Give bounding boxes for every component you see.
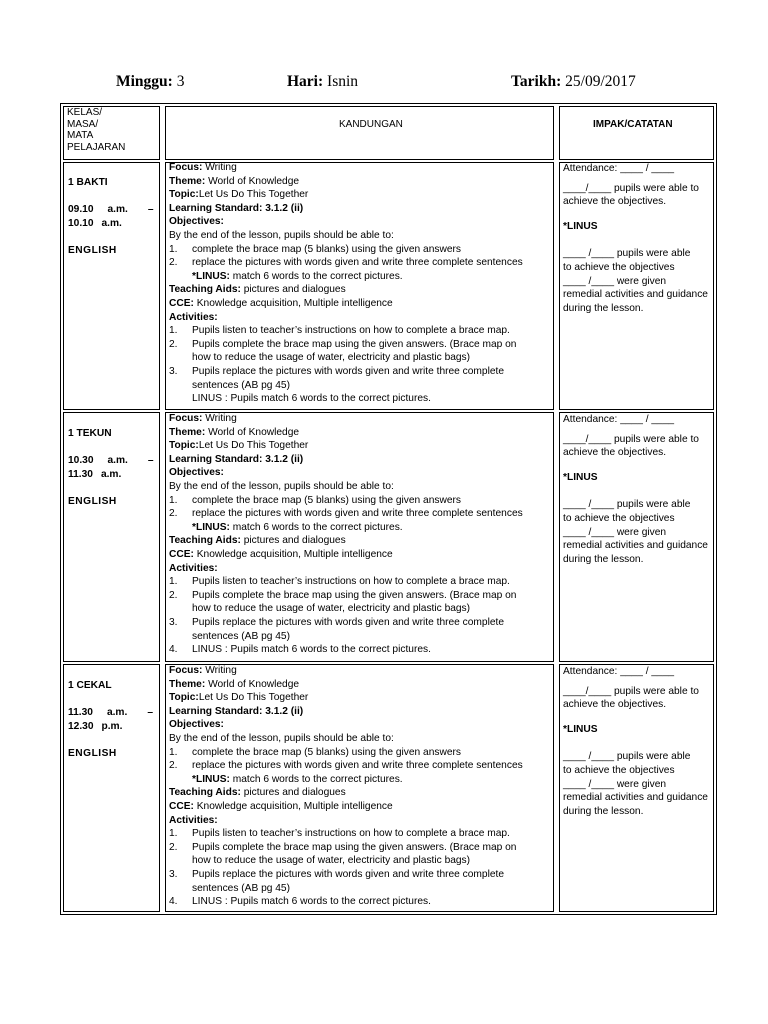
ls-value: 3.1.2 (ii) [262,202,304,214]
impact-linus-label: *LINUS [563,220,598,232]
objective-2 [169,256,523,270]
activity-4 [169,643,523,657]
head-cell-kandungan [165,106,554,160]
objective-1 [169,746,523,760]
ls-value: 3.1.2 (ii) [262,705,304,717]
date-label: Tarikh: [511,73,562,90]
content-block [169,161,523,406]
activity-3-text: Pupils replace the pictures with words given and write three complete [192,868,505,880]
linus-label: *LINUS: [192,270,230,282]
activity-4-text: LINUS : Pupils match 6 words to the correct pictures. [192,644,431,656]
objective-1 [169,243,523,257]
col-head-kelas-line: MATA [67,130,94,142]
objective-1-number: 1. [169,746,178,758]
time-end-ampm: a.m. [100,469,122,480]
activities-label: Activities: [169,311,218,323]
ta-value: pictures and dialogues [240,284,346,296]
activity-2-cont: how to reduce the usage of water, electricity and plastic bags) [192,352,471,364]
activity-2-number: 2. [169,589,178,601]
activity-1 [169,827,523,841]
ls-value: 3.1.2 (ii) [262,453,304,465]
activity-1-number: 1. [169,828,178,840]
focus-label: Focus: [169,413,203,424]
attendance: Attendance: ____ / ____ [563,163,675,174]
objectives-label: Objectives: [169,719,224,731]
time-start-value: 09.10 [68,204,94,215]
activity-1-number: 1. [169,325,178,337]
activity-3-cont: sentences (AB pg 45) [192,379,290,391]
linus-line-5: during the lesson. [563,805,644,817]
col-head-kandungan: KANDUNGAN [339,119,403,130]
activity-3-cont: sentences (AB pg 45) [192,630,290,642]
activity-2-cont: how to reduce the usage of water, electricity and plastic bags) [192,855,471,867]
time-end-ampm: p.m. [101,721,123,732]
focus-label: Focus: [169,162,203,173]
activity-1 [169,575,523,589]
week-label: Minggu: [116,73,173,90]
linus-line-1: ____ /____ pupils were able [563,248,691,260]
ta-label: Teaching Aids: [169,535,241,547]
achieve-line-1: ____/____ pupils were able to [563,433,699,445]
linus-line-2: to achieve the objectives [563,512,675,524]
teaching-aids-line [169,786,523,800]
activity-2 [169,589,523,603]
linus-value: match 6 words to the correct pictures. [229,521,403,533]
time-end [68,720,122,734]
activity-4-text: LINUS : Pupils match 6 words to the correct pictures. [192,393,431,405]
col-head-kelas-line: PELAJARAN [67,142,126,154]
theme-line [169,175,523,189]
lesson-row-3 [61,664,718,914]
focus-label: Focus: [169,665,203,676]
objective-2-number: 2. [169,257,178,269]
linus-value: match 6 words to the correct pictures. [229,270,403,282]
date-value: 25/09/2017 [565,73,636,90]
achieve-line-1: ____/____ pupils were able to [563,182,699,194]
activity-4-text: LINUS : Pupils match 6 words to the correct pictures. [192,896,431,908]
activity-1-text: Pupils listen to teacher’s instructions on how to complete a brace map. [192,325,510,337]
activity-3-number: 3. [169,365,178,377]
week-value: 3 [176,73,185,90]
activity-4 [169,392,523,406]
col-head-impak: IMPAK/CATATAN [593,119,673,130]
col-head-kelas-line: MASA/ [67,118,99,130]
objective-2-text: replace the pictures with words given and write three complete sentences [192,760,523,772]
activity-2-number: 2. [169,841,178,853]
class-name: 1 CEKAL [68,680,112,691]
activity-2-text: Pupils complete the brace map using the given answers. (Brace map on [192,338,517,350]
cce-label: CCE: [169,548,194,560]
objective-2 [169,507,523,521]
theme-line [169,426,523,440]
lesson-row-1 [61,161,718,411]
cce-value: Knowledge acquisition, Multiple intelligence [193,297,393,309]
topic-value: Let Us Do This Together [198,692,309,704]
activity-1-text: Pupils listen to teacher’s instructions on how to complete a brace map. [192,828,510,840]
time-start-ampm: a.m. [106,707,128,718]
activity-3-number: 3. [169,616,178,628]
topic-line [169,691,523,705]
time-dash: – [147,707,153,718]
achieve-line-1: ____/____ pupils were able to [563,685,699,697]
day-value: Isnin [327,73,359,90]
linus-line-5: during the lesson. [563,553,644,565]
objective-1-text: complete the brace map (5 blanks) using the given answers [192,494,461,506]
objective-2 [169,759,523,773]
achieve-line-2: achieve the objectives. [563,447,667,459]
activity-2-text: Pupils complete the brace map using the given answers. (Brace map on [192,589,517,601]
col-head-kelas [67,107,125,154]
objective-2-number: 2. [169,508,178,520]
learning-standard-line [169,202,523,216]
topic-value: Let Us Do This Together [198,440,309,452]
objective-1-text: complete the brace map (5 blanks) using the given answers [192,746,461,758]
focus-line [169,412,523,426]
date-field [511,73,636,91]
ta-label: Teaching Aids: [169,787,241,799]
time-start-ampm: a.m. [107,455,128,466]
objective-1-number: 1. [169,243,178,255]
objectives-label: Objectives: [169,467,224,479]
activity-1-text: Pupils listen to teacher’s instructions on how to complete a brace map. [192,576,510,588]
linus-line-4: remedial activities and guidance [563,289,708,301]
activity-2 [169,338,523,352]
time-start [68,454,154,468]
content-block [169,664,523,909]
activity-4-number: 4. [169,644,178,656]
time-end-value: 11.30 [68,469,93,480]
time-end [68,468,121,482]
topic-label: Topic: [169,189,199,201]
theme-line [169,678,523,692]
time-end [68,217,122,231]
head-cell-impak [559,106,714,160]
day-label: Hari: [287,73,324,90]
ls-label: Learning Standard: [169,202,263,214]
theme-value: World of Knowledge [205,175,300,187]
week-field [116,73,184,91]
activity-3 [169,616,523,630]
linus-line-4: remedial activities and guidance [563,540,708,552]
objectives-intro: By the end of the lesson, pupils should be able to: [169,732,394,744]
subject: ENGLISH [68,748,117,759]
linus-value: match 6 words to the correct pictures. [229,773,403,785]
day-field [287,73,358,91]
activities-label: Activities: [169,814,218,826]
activity-2-number: 2. [169,338,178,350]
achieve-line-2: achieve the objectives. [563,196,667,208]
linus-objective [169,521,523,535]
linus-line-5: during the lesson. [563,302,644,314]
lesson-row-2 [61,412,718,662]
objective-1 [169,494,523,508]
theme-value: World of Knowledge [205,678,300,690]
time-dash: – [147,455,154,466]
topic-line [169,439,523,453]
topic-value: Let Us Do This Together [198,189,309,201]
activity-2-text: Pupils complete the brace map using the given answers. (Brace map on [192,841,517,853]
theme-label: Theme: [169,678,206,690]
attendance: Attendance: ____ / ____ [563,414,675,425]
ta-value: pictures and dialogues [240,787,346,799]
time-end-ampm: a.m. [101,218,122,229]
cce-value: Knowledge acquisition, Multiple intelligence [193,548,393,560]
linus-line-1: ____ /____ pupils were able [563,499,691,511]
topic-label: Topic: [169,440,199,452]
linus-label: *LINUS: [192,773,230,785]
linus-line-2: to achieve the objectives [563,764,675,776]
theme-label: Theme: [169,426,206,438]
impact-linus-label: *LINUS [563,471,598,483]
topic-line [169,188,523,202]
objective-1-number: 1. [169,494,178,506]
activity-4-number: 4. [169,896,178,908]
focus-line [169,664,523,678]
activity-3-text: Pupils replace the pictures with words given and write three complete [192,365,505,377]
linus-line-3: ____ /____ were given [563,778,667,790]
linus-line-2: to achieve the objectives [563,261,675,273]
activity-3 [169,868,523,882]
focus-value: Writing [202,413,237,424]
impact-block [563,162,708,315]
ls-label: Learning Standard: [169,453,263,465]
impact-linus-label: *LINUS [563,723,598,735]
linus-line-4: remedial activities and guidance [563,792,708,804]
objective-2-text: replace the pictures with words given and write three complete sentences [192,257,523,269]
activity-2-cont: how to reduce the usage of water, electricity and plastic bags) [192,603,471,615]
cce-value: Knowledge acquisition, Multiple intelligence [193,800,393,812]
objective-2-number: 2. [169,760,178,772]
time-start-value: 11.30 [68,707,93,718]
linus-line-3: ____ /____ were given [563,526,667,538]
attendance: Attendance: ____ / ____ [563,666,675,677]
activity-1 [169,324,523,338]
theme-label: Theme: [169,175,206,187]
focus-line [169,161,523,175]
time-start-value: 10.30 [68,455,94,466]
objectives-intro: By the end of the lesson, pupils should be able to: [169,480,394,492]
learning-standard-line [169,705,523,719]
col-head-kelas-line: KELAS/ [67,107,103,118]
focus-value: Writing [202,162,237,173]
ls-label: Learning Standard: [169,705,263,717]
time-start [68,706,153,720]
subject: ENGLISH [68,496,117,507]
time-end-value: 12.30 [68,721,94,732]
activities-label: Activities: [169,562,218,574]
subject: ENGLISH [68,245,117,256]
linus-label: *LINUS: [192,521,230,533]
impact-block [563,665,708,818]
ta-label: Teaching Aids: [169,284,241,296]
objective-1-text: complete the brace map (5 blanks) using the given answers [192,243,461,255]
activity-3 [169,365,523,379]
achieve-line-2: achieve the objectives. [563,699,667,711]
cce-label: CCE: [169,297,194,309]
focus-value: Writing [202,665,237,676]
content-block [169,412,523,657]
ta-value: pictures and dialogues [240,535,346,547]
time-dash: – [147,204,154,215]
cce-line [169,297,523,311]
class-name: 1 BAKTI [68,177,108,188]
teaching-aids-line [169,283,523,297]
time-start-ampm: a.m. [107,204,128,215]
linus-line-3: ____ /____ were given [563,275,667,287]
lesson-plan-table [60,103,717,915]
objectives-intro: By the end of the lesson, pupils should be able to: [169,229,394,241]
theme-value: World of Knowledge [205,426,300,438]
activity-4 [169,895,523,909]
activity-1-number: 1. [169,576,178,588]
topic-label: Topic: [169,692,199,704]
linus-objective [169,270,523,284]
objective-2-text: replace the pictures with words given and write three complete sentences [192,508,523,520]
activity-3-number: 3. [169,868,178,880]
impact-block [563,413,708,566]
activity-3-cont: sentences (AB pg 45) [192,882,290,894]
activity-3-text: Pupils replace the pictures with words given and write three complete [192,616,505,628]
cce-line [169,548,523,562]
time-start [68,203,154,217]
cce-label: CCE: [169,800,194,812]
linus-line-1: ____ /____ pupils were able [563,751,691,763]
teaching-aids-line [169,534,523,548]
time-end-value: 10.10 [68,218,94,229]
objectives-label: Objectives: [169,216,224,228]
cce-line [169,800,523,814]
activity-2 [169,841,523,855]
linus-objective [169,773,523,787]
class-name: 1 TEKUN [68,428,112,439]
learning-standard-line [169,453,523,467]
